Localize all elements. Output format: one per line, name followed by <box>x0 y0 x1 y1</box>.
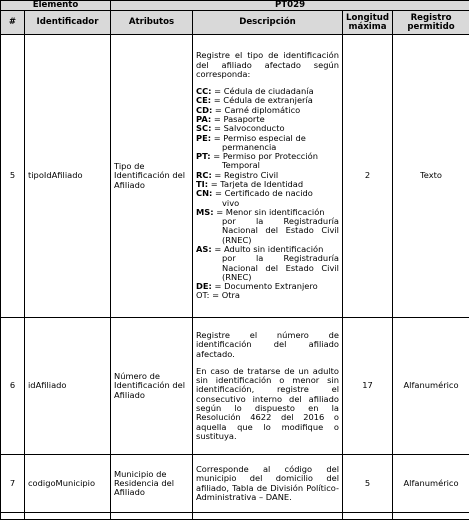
row-attributes: Número de Identificación del Afiliado <box>111 318 193 455</box>
code-item <box>196 152 339 161</box>
code-text: = Permiso especial de <box>211 132 306 143</box>
code-text: = Documento Extranjero <box>211 281 318 292</box>
row-max-length: 5 <box>343 455 393 513</box>
code-continuation: Temporal <box>222 160 260 171</box>
row-number: 7 <box>1 455 25 513</box>
code-text: = Tarjeta de Identidad <box>208 179 304 190</box>
code-continuation: por la Registraduría Nacional del Estado Civil (RNEC) <box>222 216 339 245</box>
column-header-allowed: Registro permitido <box>393 11 469 35</box>
code-text: OT: = Otra <box>196 290 240 301</box>
row-max-length: 17 <box>343 318 393 455</box>
row-description <box>193 35 343 318</box>
code-list <box>196 87 339 300</box>
code-text: = Registro Civil <box>211 169 279 180</box>
code-text: = Cédula de extranjería <box>211 95 313 106</box>
table-row <box>1 455 469 513</box>
code-label: TI: <box>196 179 209 190</box>
code-text: = Certificado de nacido <box>212 188 313 199</box>
element-group-header: Elemento <box>1 1 111 11</box>
table-row <box>1 318 469 455</box>
code-text: = Cédula de ciudadanía <box>211 86 314 97</box>
row-identifier: tipoIdAfiliado <box>25 35 111 318</box>
header-row-columns <box>1 11 469 35</box>
code-label: CC: <box>196 86 212 97</box>
description-paragraph: Corresponde al código del municipio del domicilio del afiliado, Tabla de División Político-Administrativa – DANE. <box>196 463 339 502</box>
code-text: = Adulto sin identificación <box>211 243 324 254</box>
code-text: = Menor sin identificación <box>213 206 325 217</box>
table-row <box>1 35 469 318</box>
code-label: CN: <box>196 188 213 199</box>
row-identifier: idAfiliado <box>25 318 111 455</box>
code-label: CD: <box>196 104 213 115</box>
table-code-header: PT029 <box>111 1 469 11</box>
code-label: RC: <box>196 169 212 180</box>
code-text: = Permiso por Protección <box>210 151 319 162</box>
code-text: = Pasaporte <box>211 114 265 125</box>
code-label: PT: <box>196 151 211 162</box>
code-label: DE: <box>196 281 212 292</box>
header-row-top <box>1 1 469 11</box>
row-max-length: 2 <box>343 35 393 318</box>
code-continuation: permanencia <box>222 141 277 152</box>
row-description <box>193 455 343 513</box>
row-allowed: Texto <box>393 35 469 318</box>
code-label: AS: <box>196 243 212 254</box>
column-header-number: # <box>1 11 25 35</box>
row-allowed: Alfanumérico <box>393 318 469 455</box>
code-text: = Salvoconducto <box>211 123 285 134</box>
row-allowed: Alfanumérico <box>393 455 469 513</box>
row-number: 6 <box>1 318 25 455</box>
code-item <box>196 291 339 300</box>
description-paragraph: Registre el número de identificación del afiliado afectado. <box>196 329 339 359</box>
code-label: SC: <box>196 123 212 134</box>
column-header-description: Descripción <box>193 11 343 35</box>
code-continuation: por la Registraduría Nacional del Estado Civil (RNEC) <box>222 253 339 282</box>
row-identifier: codigoMunicipio <box>25 455 111 513</box>
column-header-identifier: Identificador <box>25 11 111 35</box>
code-label: PA: <box>196 114 212 125</box>
column-header-max-length: Longitud máxima <box>343 11 393 35</box>
row-number: 5 <box>1 35 25 318</box>
code-label: MS: <box>196 206 214 217</box>
column-header-attributes: Atributos <box>111 11 193 35</box>
row-attributes: Tipo de Identificación del Afiliado <box>111 35 193 318</box>
code-text: = Carné diplomático <box>212 104 301 115</box>
code-label: PE: <box>196 132 212 143</box>
row-description <box>193 318 343 455</box>
description-intro: Registre el tipo de identificación del afiliado afectado según corresponda: <box>196 50 339 79</box>
description-paragraph: En caso de tratarse de un adulto sin identificación o menor sin identificación, registre el consecutivo interno del afiliado según lo dispuesto en la Resolución 4622 del 2016 o aquella que lo modifique o sustituya. <box>196 365 339 441</box>
code-item <box>196 189 339 198</box>
row-attributes: Municipio de Residencia del Afiliado <box>111 455 193 513</box>
code-label: CE: <box>196 95 212 106</box>
table-row-partial <box>1 513 469 520</box>
code-continuation: vivo <box>222 197 240 208</box>
